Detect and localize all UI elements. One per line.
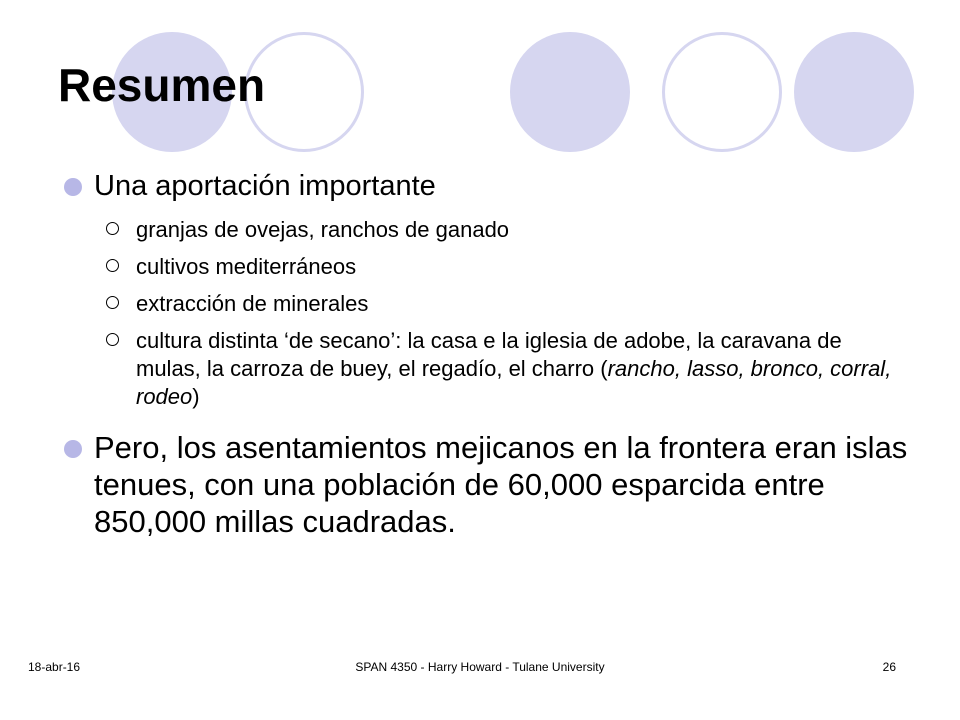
footer-date: 18-abr-16: [28, 660, 81, 674]
bullet-text: Pero, los asentamientos mejicanos en la frontera eran islas tenues, con una población de 60,000 esparcida entre 850,000 millas cuadradas.: [94, 430, 908, 539]
sub-bullet-item-4: [62, 327, 912, 411]
hollow-bullet-icon: [106, 296, 119, 309]
slide-body: [62, 168, 912, 540]
bullet-dot-icon: [64, 440, 82, 458]
sub-bullet-item-1: [62, 216, 912, 244]
sub-bullet-text-italic: rancho, lasso, bronco, corral, rodeo: [136, 356, 892, 409]
sub-bullet-text-suffix: ): [192, 384, 200, 409]
page-number: 26: [882, 660, 896, 674]
hollow-bullet-icon: [106, 259, 119, 272]
bullet-text: Una aportación importante: [94, 170, 436, 202]
hollow-bullet-icon: [106, 333, 119, 346]
bullet-item-1: [62, 168, 912, 204]
bullet-dot-icon: [64, 178, 82, 196]
sub-bullet-list: [62, 216, 912, 411]
sub-bullet-text-prefix: cultura distinta ‘de secano’: la casa e la iglesia de adobe, la caravana de mulas, la carroza de buey, el regadío, el charro (: [136, 328, 842, 381]
sub-bullet-item-3: [62, 290, 912, 318]
sub-bullet-text: granjas de ovejas, ranchos de ganado: [136, 217, 510, 242]
bullet-item-2: [62, 429, 912, 540]
slide-title: Resumen: [58, 59, 266, 111]
sub-bullet-text: cultivos mediterráneos: [136, 254, 357, 279]
decor-circle-4: [662, 32, 782, 152]
sub-bullet-item-2: [62, 253, 912, 281]
hollow-bullet-icon: [106, 222, 119, 235]
decor-circle-5: [794, 32, 914, 152]
footer-course: SPAN 4350 - Harry Howard - Tulane University: [355, 660, 605, 674]
decor-circle-3: [510, 32, 630, 152]
sub-bullet-text: extracción de minerales: [136, 291, 369, 316]
